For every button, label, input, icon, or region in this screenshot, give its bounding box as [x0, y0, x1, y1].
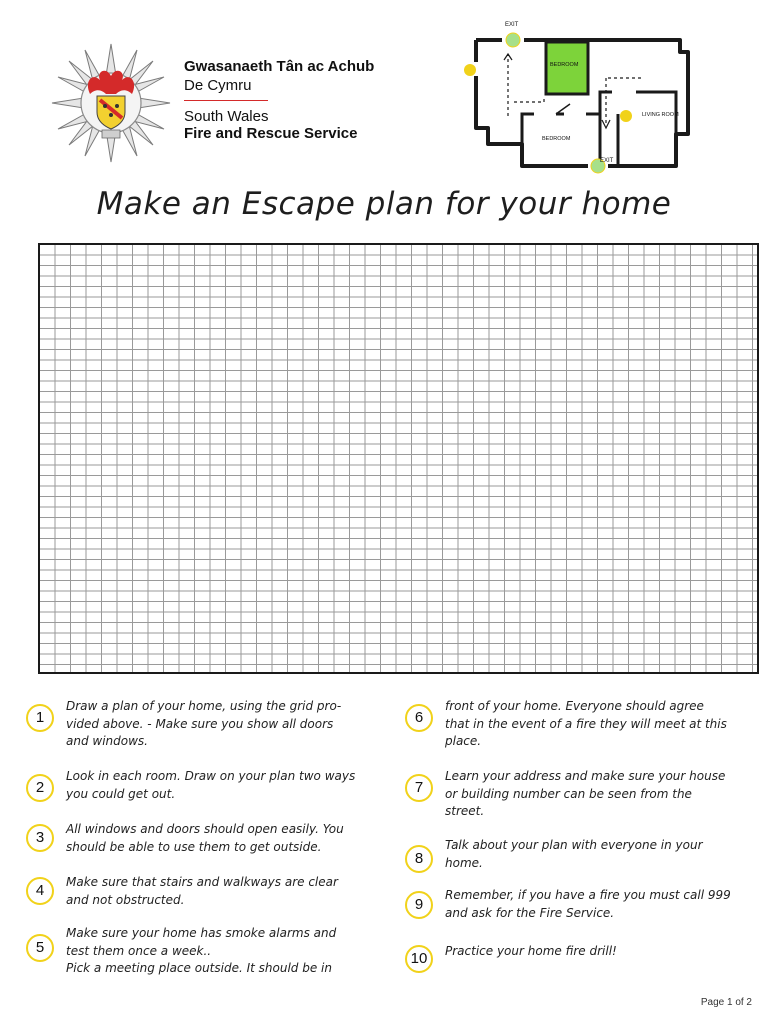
- step-text: [66, 768, 355, 803]
- step-line: should be able to use them to get outside.: [66, 839, 322, 854]
- step-line: street.: [445, 804, 485, 818]
- org-sub-english: Fire and Rescue Service: [184, 125, 358, 142]
- step-line: vided above. - Make sure you show all doors: [66, 716, 334, 731]
- step-number-badge: 7: [405, 774, 433, 802]
- step-line: and not obstructed.: [66, 892, 185, 907]
- step-line: place.: [445, 734, 482, 748]
- step-line: Make sure your home has smoke alarms and: [66, 926, 337, 940]
- step-text: [66, 821, 344, 856]
- drawing-grid[interactable]: [38, 243, 759, 674]
- step-line: that in the event of a fire they will meet at this: [445, 716, 727, 731]
- step-line: Draw a plan of your home, using the grid pro-: [66, 699, 342, 713]
- org-sub-welsh: De Cymru: [184, 77, 252, 94]
- step-text: [445, 887, 731, 922]
- floorplan-bedroom-bottom: BEDROOM: [542, 136, 571, 142]
- step-number-badge: 1: [26, 704, 54, 732]
- step-text: [445, 768, 725, 821]
- step-text: [66, 874, 338, 909]
- step-line: Pick a meeting place outside. It should be in: [66, 961, 332, 975]
- bedroom-highlight: [546, 42, 588, 94]
- org-name-english: South Wales: [184, 108, 269, 125]
- step-line: test them once a week..: [66, 943, 212, 958]
- step-number-badge: 4: [26, 877, 54, 905]
- step-text: [66, 925, 336, 978]
- step-line: home.: [445, 855, 483, 870]
- step-line: Practice your home fire drill!: [445, 944, 617, 958]
- org-name-welsh: Gwasanaeth Tân ac Achub: [184, 58, 375, 75]
- floorplan-bedroom-top: BEDROOM: [550, 62, 579, 68]
- step-line: Look in each room. Draw on your plan two ways: [66, 769, 356, 783]
- step-number-badge: 9: [405, 891, 433, 919]
- step-line: you could get out.: [66, 786, 176, 801]
- step-text: [445, 698, 727, 751]
- step-line: Learn your address and make sure your house: [445, 769, 726, 783]
- step-number-badge: 2: [26, 774, 54, 802]
- step-number-badge: 5: [26, 934, 54, 962]
- step-line: and ask for the Fire Service.: [445, 905, 615, 920]
- step-line: front of your home. Everyone should agree: [445, 699, 704, 713]
- step-line: or building number can be seen from the: [445, 786, 692, 801]
- step-text: [445, 837, 703, 872]
- step-line: and windows.: [66, 734, 148, 748]
- page-title: Make an Escape plan for your home: [96, 186, 672, 222]
- page-number: Page 1 of 2: [700, 997, 752, 1008]
- fire-service-crest-logo: [50, 42, 172, 164]
- step-line: Make sure that stairs and walkways are clear: [66, 875, 338, 889]
- floorplan-exit-bottom: EXIT: [600, 158, 614, 164]
- step-text: [445, 943, 617, 961]
- step-text: [66, 698, 341, 751]
- step-number-badge: 10: [405, 945, 433, 973]
- step-line: Talk about your plan with everyone in your: [445, 838, 703, 852]
- step-number-badge: 8: [405, 845, 433, 873]
- step-line: All windows and doors should open easily. You: [66, 822, 344, 836]
- step-line: Remember, if you have a fire you must call 999: [445, 888, 731, 902]
- step-number-badge: 6: [405, 704, 433, 732]
- floorplan-living-room: LIVING ROOM: [642, 112, 679, 118]
- step-number-badge: 3: [26, 824, 54, 852]
- header-divider: [184, 100, 268, 101]
- example-floor-plan: [458, 16, 702, 176]
- floorplan-exit-top: EXIT: [505, 22, 519, 28]
